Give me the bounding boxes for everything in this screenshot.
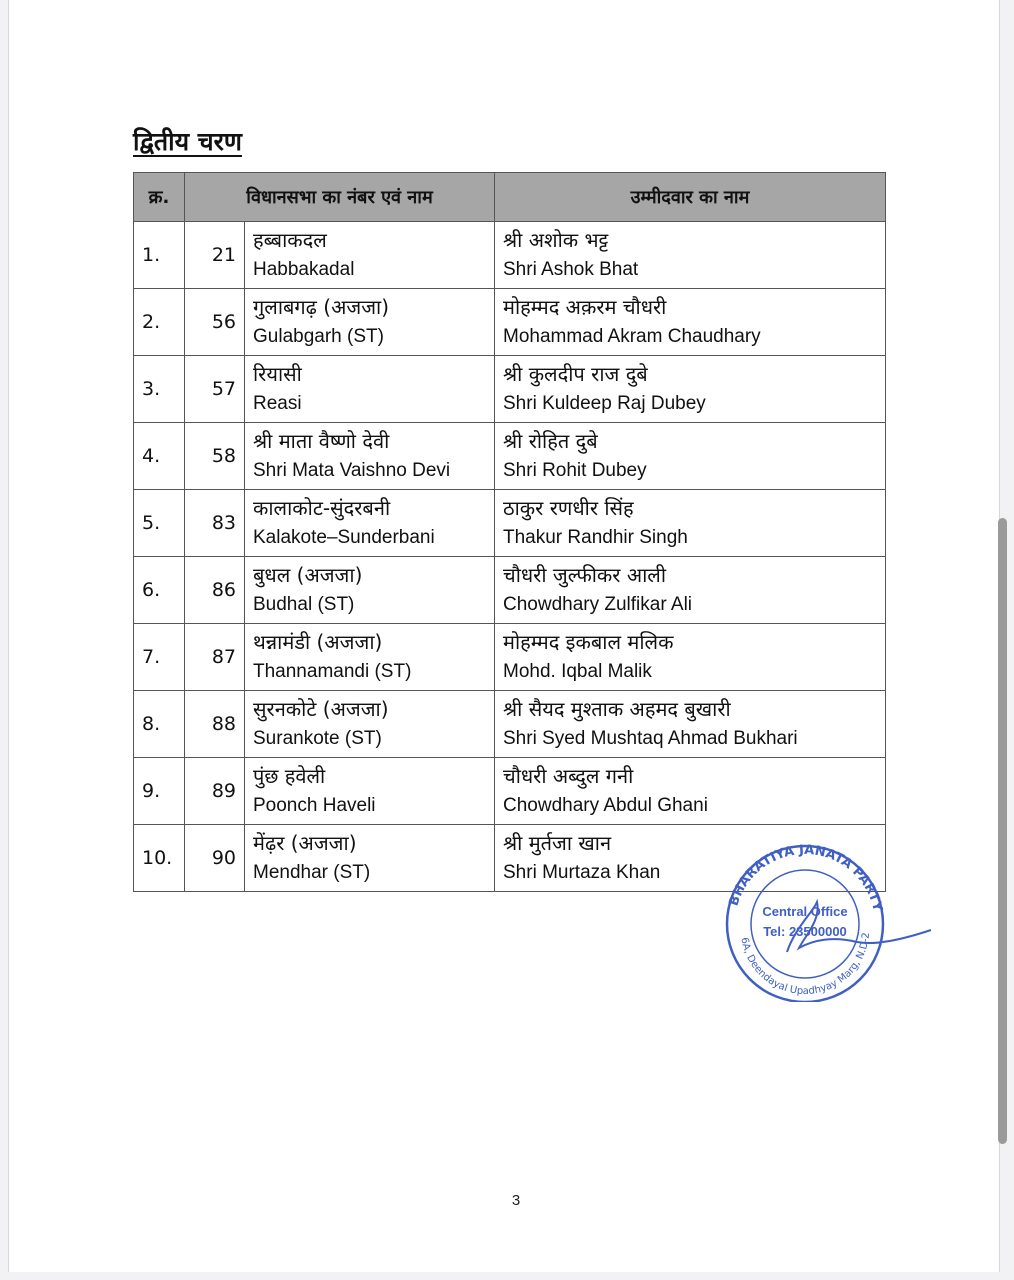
- candidate-cell: [495, 691, 886, 758]
- document-page: [8, 0, 1000, 1272]
- constituency-name-english: Shri Mata Vaishno Devi: [253, 459, 451, 481]
- serial-number: 10.: [134, 825, 185, 892]
- table-row: [134, 356, 886, 423]
- constituency-number: 56: [185, 289, 245, 356]
- constituency-number: 90: [185, 825, 245, 892]
- candidates-table: [133, 172, 886, 892]
- constituency-cell: [245, 356, 495, 423]
- constituency-number: 86: [185, 557, 245, 624]
- table-row: [134, 758, 886, 825]
- constituency-name-english: Habbakadal: [253, 258, 355, 280]
- candidate-name-english: Shri Murtaza Khan: [503, 861, 661, 883]
- seal-address-text: 6A, Deendayal Upadhyay Marg, N.D-2: [738, 931, 873, 998]
- serial-number: 1.: [134, 222, 185, 289]
- candidate-name-hindi: मोहम्मद अक़रम चौधरी: [503, 294, 667, 319]
- candidate-name-english: Shri Ashok Bhat: [503, 258, 639, 280]
- table-row: [134, 289, 886, 356]
- constituency-number: 87: [185, 624, 245, 691]
- candidate-name-hindi: मोहम्मद इकबाल मलिक: [503, 629, 674, 654]
- table-row: [134, 624, 886, 691]
- constituency-number: 21: [185, 222, 245, 289]
- candidate-name-hindi: श्री अशोक भट्ट: [503, 227, 609, 252]
- candidate-name-hindi: श्री रोहित दुबे: [503, 428, 598, 453]
- constituency-name-hindi: कालाकोट-सुंदरबनी: [253, 495, 391, 520]
- constituency-cell: [245, 624, 495, 691]
- candidate-name-hindi: श्री कुलदीप राज दुबे: [503, 361, 648, 386]
- constituency-name-english: Budhal (ST): [253, 593, 355, 615]
- table-row: [134, 423, 886, 490]
- serial-number: 8.: [134, 691, 185, 758]
- constituency-name-hindi: बुधल (अजजा): [253, 562, 363, 587]
- constituency-name-hindi: श्री माता वैष्णो देवी: [253, 428, 390, 453]
- constituency-name-english: Gulabgarh (ST): [253, 325, 384, 347]
- constituency-number: 83: [185, 490, 245, 557]
- candidate-name-hindi: चौधरी अब्दुल गनी: [503, 763, 634, 788]
- constituency-number: 89: [185, 758, 245, 825]
- constituency-name-english: Mendhar (ST): [253, 861, 371, 883]
- candidate-cell: [495, 222, 886, 289]
- serial-number: 7.: [134, 624, 185, 691]
- candidate-name-hindi: श्री सैयद मुश्ताक अहमद बुखारी: [503, 696, 731, 721]
- table-row: [134, 490, 886, 557]
- candidate-name-english: Chowdhary Abdul Ghani: [503, 794, 708, 816]
- constituency-cell: [245, 490, 495, 557]
- constituency-name-hindi: रियासी: [253, 361, 302, 386]
- table-row: [134, 222, 886, 289]
- constituency-number: 58: [185, 423, 245, 490]
- party-seal-stamp: [717, 832, 937, 1002]
- serial-number: 9.: [134, 758, 185, 825]
- seal-tel-line: Tel: 23500000: [763, 924, 847, 939]
- candidate-cell: [495, 758, 886, 825]
- constituency-cell: [245, 222, 495, 289]
- table-row: [134, 557, 886, 624]
- candidate-name-hindi: ठाकुर रणधीर सिंह: [503, 495, 634, 520]
- header-constituency: विधानसभा का नंबर एवं नाम: [185, 173, 495, 222]
- constituency-name-hindi: थन्नामंडी (अजजा): [253, 629, 383, 654]
- vertical-scrollbar[interactable]: [998, 518, 1007, 1144]
- constituency-name-english: Poonch Haveli: [253, 794, 376, 816]
- page-number: 3: [511, 1192, 521, 1209]
- candidate-name-english: Mohd. Iqbal Malik: [503, 660, 652, 682]
- constituency-cell: [245, 691, 495, 758]
- candidate-name-english: Chowdhary Zulfikar Ali: [503, 593, 693, 615]
- constituency-name-hindi: हब्बाकदल: [253, 227, 327, 252]
- candidate-name-english: Shri Rohit Dubey: [503, 459, 647, 481]
- candidate-name-english: Shri Kuldeep Raj Dubey: [503, 392, 706, 414]
- serial-number: 5.: [134, 490, 185, 557]
- constituency-name-hindi: पुंछ हवेली: [253, 763, 326, 788]
- constituency-name-hindi: मेंढ़र (अजजा): [253, 830, 357, 855]
- seal-ring-text: BHARATIYA JANATA PARTY: [726, 842, 885, 913]
- table-header-row: [134, 173, 886, 222]
- candidate-cell: [495, 557, 886, 624]
- constituency-name-hindi: सुरनकोटे (अजजा): [253, 696, 389, 721]
- candidate-cell: [495, 356, 886, 423]
- header-sno: क्र.: [134, 173, 185, 222]
- constituency-number: 88: [185, 691, 245, 758]
- serial-number: 4.: [134, 423, 185, 490]
- constituency-number: 57: [185, 356, 245, 423]
- candidate-name-english: Thakur Randhir Singh: [503, 526, 688, 548]
- candidate-cell: [495, 624, 886, 691]
- section-heading: द्वितीय चरण: [133, 127, 242, 156]
- constituency-name-english: Kalakote–Sunderbani: [253, 526, 435, 548]
- candidate-cell: [495, 490, 886, 557]
- candidate-name-hindi: श्री मुर्तजा खान: [503, 830, 612, 855]
- serial-number: 2.: [134, 289, 185, 356]
- seal-office-line: Central Office: [762, 904, 848, 919]
- serial-number: 6.: [134, 557, 185, 624]
- constituency-cell: [245, 758, 495, 825]
- constituency-name-english: Thannamandi (ST): [253, 660, 412, 682]
- candidate-name-hindi: चौधरी जुल्फीकर आली: [503, 562, 666, 587]
- candidate-name-english: Mohammad Akram Chaudhary: [503, 325, 761, 347]
- constituency-cell: [245, 825, 495, 892]
- candidate-cell: [495, 423, 886, 490]
- candidate-name-english: Shri Syed Mushtaq Ahmad Bukhari: [503, 727, 798, 749]
- constituency-name-english: Reasi: [253, 392, 302, 414]
- constituency-name-hindi: गुलाबगढ़ (अजजा): [253, 294, 390, 319]
- serial-number: 3.: [134, 356, 185, 423]
- constituency-name-english: Surankote (ST): [253, 727, 382, 749]
- candidate-cell: [495, 289, 886, 356]
- header-candidate: उम्मीदवार का नाम: [495, 173, 886, 222]
- table-row: [134, 691, 886, 758]
- constituency-cell: [245, 557, 495, 624]
- constituency-cell: [245, 289, 495, 356]
- constituency-cell: [245, 423, 495, 490]
